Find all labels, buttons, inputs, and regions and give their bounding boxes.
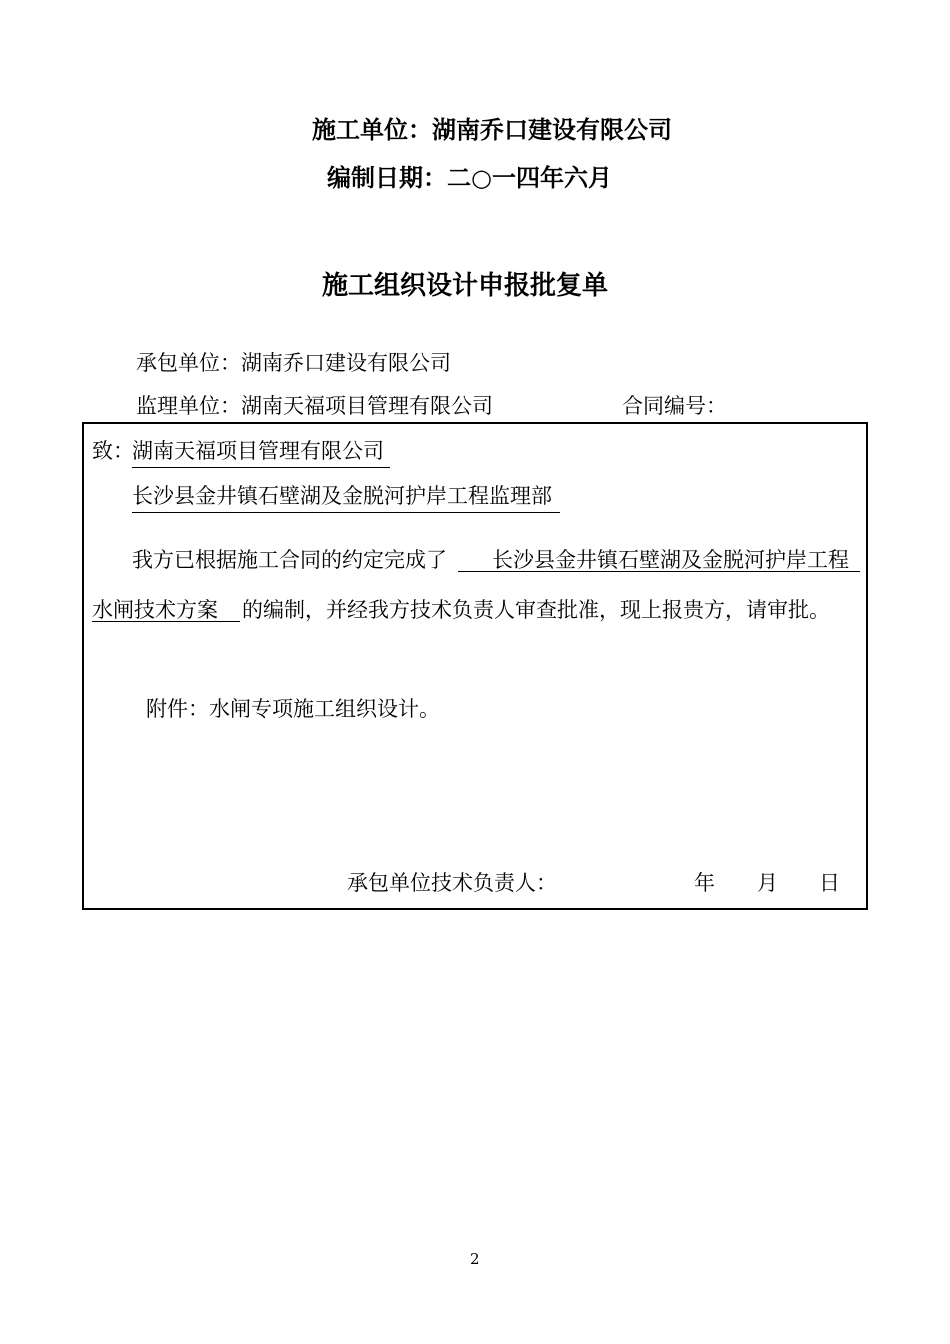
contract-number-label: 合同编号： <box>622 394 727 418</box>
signer-label: 承包单位技术负责人： <box>347 871 557 895</box>
project-name: 长沙县金井镇石壁湖及金脱河护岸工程 <box>492 548 849 572</box>
recipient-company: 湖南天福项目管理有限公司 <box>132 435 390 468</box>
attachment-note: 附件：水闸专项施工组织设计。 <box>146 697 440 721</box>
compile-date-heading: 编制日期：二○一四年六月 <box>327 164 612 192</box>
construction-unit-heading: 施工单位：湖南乔口建设有限公司 <box>312 116 672 144</box>
recipient-department: 长沙县金井镇石壁湖及金脱河护岸工程监理部 <box>132 480 560 513</box>
paragraph-end: 的编制，并经我方技术负责人审查批准，现上报贵方，请审批。 <box>242 598 830 622</box>
to-prefix: 致： <box>92 439 134 463</box>
date-year: 年 <box>694 871 715 895</box>
form-title: 施工组织设计申报批复单 <box>322 271 609 301</box>
plan-name: 水闸技术方案 <box>92 598 218 622</box>
paragraph-start: 我方已根据施工合同的约定完成了 <box>132 548 447 572</box>
date-month: 月 <box>757 871 778 895</box>
date-day: 日 <box>819 871 840 895</box>
contractor-line: 承包单位：湖南乔口建设有限公司 <box>136 351 451 375</box>
supervisor-line: 监理单位：湖南天福项目管理有限公司 <box>136 394 493 418</box>
page-number: 2 <box>470 1250 480 1268</box>
